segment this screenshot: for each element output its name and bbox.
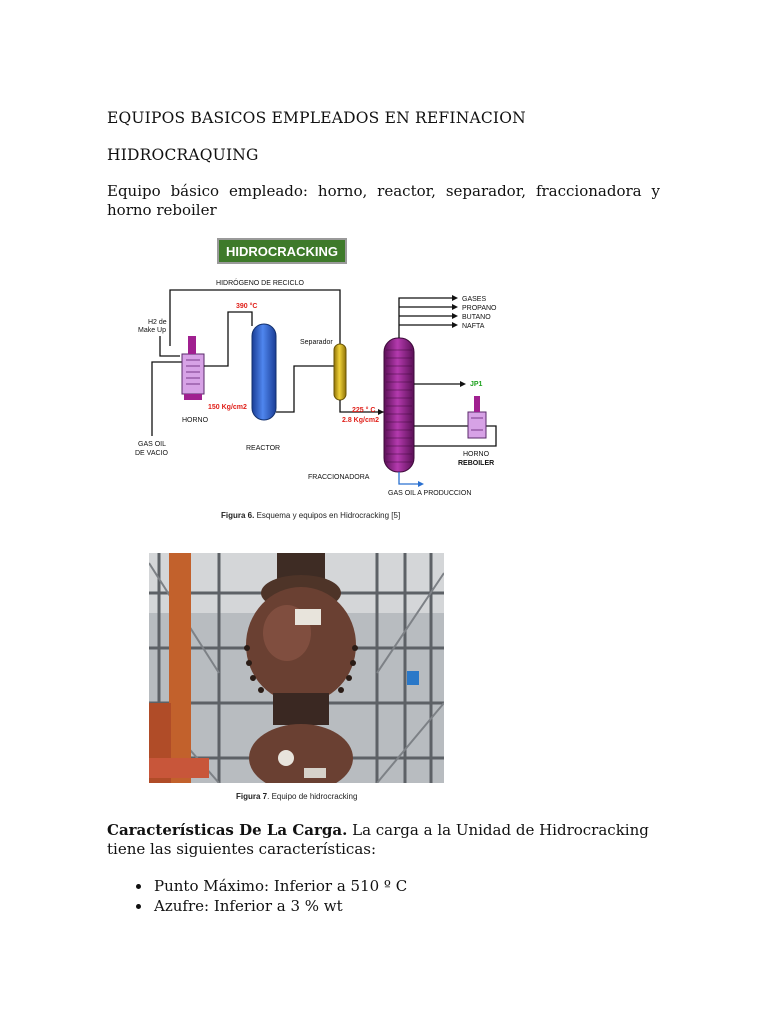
carga-paragraph	[107, 821, 662, 859]
section-heading: HIDROCRAQUING	[107, 146, 259, 164]
reactor-shape	[252, 324, 276, 420]
jp1-label: JP1	[470, 381, 483, 388]
temp-reactor-label: 390 °C	[236, 303, 258, 310]
horno-reboiler-label-1: HORNO	[463, 451, 490, 458]
feature-list	[107, 876, 672, 916]
figure-6-caption-text: Esquema y equipos en Hidrocracking [5]	[254, 511, 401, 520]
gasoil-label-2: DE VACIO	[135, 450, 168, 457]
fraccionadora-label: FRACCIONADORA	[308, 474, 370, 481]
document-heading: EQUIPOS BASICOS EMPLEADOS EN REFINACION	[107, 109, 526, 127]
horno-label: HORNO	[182, 417, 209, 424]
horno-reboiler-shape	[468, 412, 486, 438]
reactor-sep-line	[276, 366, 334, 412]
hydrocracking-photo	[149, 553, 444, 783]
list-item: • Azufre: Inferior a 3 % wt	[152, 896, 672, 916]
diagram-svg	[130, 236, 510, 508]
h2-label-2: Make Up	[138, 327, 167, 334]
horno-reboiler-label-2: REBOILER	[458, 460, 495, 467]
figure-6-caption	[221, 511, 400, 520]
horno-reactor-line	[204, 312, 252, 366]
list-item: • Punto Máximo: Inferior a 510 º C	[152, 876, 672, 896]
reactor-label: REACTOR	[246, 445, 281, 452]
figure-7-caption-bold: Figura 7	[236, 792, 268, 801]
figure-7-caption	[236, 792, 357, 801]
temp-frac-label: 225 ° C	[352, 407, 376, 414]
figure-7-caption-text: . Equipo de hidrocracking	[267, 792, 358, 801]
h2-label-1: H2 de	[148, 319, 167, 326]
pressure-frac-label: 2.8 Kg/cm2	[342, 417, 379, 424]
recycle-label: HIDRÓGENO DE RECICLO	[216, 280, 304, 287]
carga-lead: Características De La Carga.	[107, 821, 348, 839]
nafta-label: NAFTA	[462, 323, 485, 330]
figure-6-caption-bold: Figura 6.	[221, 511, 255, 520]
horno-stack	[188, 336, 196, 354]
intro-paragraph: Equipo básico empleado: horno, reactor, separador, fraccionadora y horno reboiler	[107, 182, 660, 219]
gasoil-prod-line	[399, 472, 420, 484]
gasoil-prod-label: GAS OIL A PRODUCCION	[388, 490, 472, 497]
carga-text: La carga a la Unidad de Hidrocracking tiene las siguientes características:	[107, 821, 649, 858]
separador-label: Separador	[300, 339, 333, 346]
butano-label: BUTANO	[462, 314, 491, 321]
separador-shape	[334, 344, 346, 400]
diagram-banner-text: HIDROCRACKING	[226, 244, 338, 259]
feed-line	[152, 362, 182, 436]
pressure-horno-label: 150 Kg/cm2	[208, 404, 247, 411]
gasoil-label-1: GAS OIL	[138, 441, 167, 448]
gases-label: GASES	[462, 296, 487, 303]
hydrocracking-diagram	[130, 236, 510, 508]
propano-label: PROPANO	[462, 305, 497, 312]
